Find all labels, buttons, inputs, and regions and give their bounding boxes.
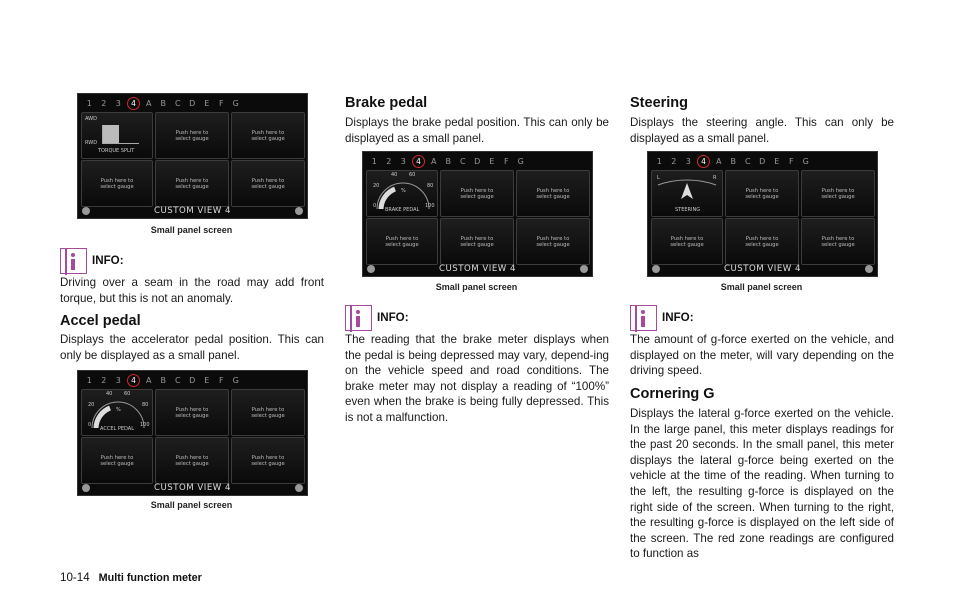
select-panel: Push here to select gauge <box>801 170 875 217</box>
tab-e: E <box>774 156 780 166</box>
tab-d: D <box>189 98 196 108</box>
screen-footer <box>78 205 307 218</box>
screen-tabs <box>367 154 528 168</box>
tick-60: 60 <box>409 172 416 178</box>
tick-20: 20 <box>373 183 380 189</box>
tab-b: B <box>730 156 736 166</box>
screen-footer <box>363 263 592 276</box>
select-panel: Push here to select gauge <box>516 218 590 265</box>
info-block <box>345 305 609 331</box>
select-panel: Push here to select gauge <box>440 218 514 265</box>
screen-footer-title: CUSTOM VIEW 4 <box>154 206 231 216</box>
screen-footer <box>648 263 877 276</box>
tab-4: 4 <box>127 374 140 387</box>
tab-a: A <box>146 98 152 108</box>
tab-g: G <box>232 375 239 385</box>
info-icon <box>345 305 372 331</box>
select-panel: Push here to select gauge <box>651 218 723 265</box>
section-heading-accel-pedal: Accel pedal <box>60 313 141 329</box>
info-block <box>630 305 894 331</box>
tab-a: A <box>716 156 722 166</box>
tab-2: 2 <box>101 375 107 385</box>
section-title: Multi function meter <box>98 572 202 584</box>
tab-g: G <box>802 156 809 166</box>
info-text: The reading that the brake meter displays when the pedal is being depressed may vary, depend-ing on the vehicle speed and road conditions. The brake meter may not display a reading of “100%” even when the brake is being fully depressed. This is not a malfunction. <box>345 333 609 424</box>
awd-label: AWD <box>85 116 97 122</box>
tab-g: G <box>517 156 524 166</box>
section-heading-brake-pedal: Brake pedal <box>345 95 428 111</box>
screen-footer-title: CUSTOM VIEW 4 <box>439 264 516 274</box>
tab-1: 1 <box>86 375 92 385</box>
torque-split-screen-image <box>77 93 308 219</box>
tab-a: A <box>431 156 437 166</box>
select-panel: Push here to select gauge <box>440 170 514 217</box>
tab-4: 4 <box>412 155 425 168</box>
tab-3: 3 <box>115 375 121 385</box>
figure-caption: Small panel screen <box>150 225 233 235</box>
right-arrow-icon <box>295 484 303 492</box>
tab-f: F <box>788 156 794 166</box>
tab-g: G <box>232 98 239 108</box>
right-mark: R <box>713 175 717 181</box>
section-heading-cornering-g: Cornering G <box>630 386 715 402</box>
screen-tabs <box>82 373 243 387</box>
select-panel: Push here to select gauge <box>155 112 229 159</box>
select-panel: Push here to select gauge <box>155 437 229 484</box>
accel-pedal-description: Displays the accelerator pedal position. This can only be displayed as a small panel. <box>60 333 324 362</box>
tab-4: 4 <box>697 155 710 168</box>
tab-3: 3 <box>400 156 406 166</box>
tab-3: 3 <box>685 156 691 166</box>
screen-tabs <box>652 154 813 168</box>
right-arrow-icon <box>865 265 873 273</box>
tab-c: C <box>174 375 181 385</box>
page-number: 10-14 <box>60 571 90 584</box>
figure-caption: Small panel screen <box>720 282 803 292</box>
page-footer <box>60 571 202 584</box>
tab-1: 1 <box>656 156 662 166</box>
select-panel: Push here to select gauge <box>231 437 305 484</box>
percent-label: % <box>116 407 121 413</box>
tab-1: 1 <box>86 98 92 108</box>
tab-d: D <box>474 156 481 166</box>
tick-40: 40 <box>106 391 113 397</box>
select-panel: Push here to select gauge <box>231 112 305 159</box>
steering-gauge-panel <box>651 170 723 217</box>
torque-split-panel <box>81 112 153 159</box>
accel-pedal-gauge-panel <box>81 389 153 436</box>
select-panel: Push here to select gauge <box>231 160 305 207</box>
tab-f: F <box>503 156 509 166</box>
info-label: INFO: <box>662 311 694 324</box>
info-icon <box>60 248 87 274</box>
tab-3: 3 <box>115 98 121 108</box>
select-panel: Push here to select gauge <box>366 218 438 265</box>
tab-b: B <box>160 375 166 385</box>
tick-100: 100 <box>425 203 435 209</box>
tab-4: 4 <box>127 97 140 110</box>
brake-pedal-description: Displays the brake pedal position. This can only be displayed as a small panel. <box>345 116 609 145</box>
tab-b: B <box>160 98 166 108</box>
info-text: Driving over a seam in the road may add front torque, but this is not an anomaly. <box>60 276 324 305</box>
select-panel: Push here to select gauge <box>81 160 153 207</box>
screen-footer-title: CUSTOM VIEW 4 <box>154 483 231 493</box>
torque-bar-graphic <box>102 125 139 144</box>
torque-split-label: TORQUE SPLIT <box>98 148 135 154</box>
select-panel: Push here to select gauge <box>516 170 590 217</box>
tab-2: 2 <box>386 156 392 166</box>
tab-c: C <box>174 98 181 108</box>
left-mark: L <box>657 175 660 181</box>
tab-b: B <box>445 156 451 166</box>
info-label: INFO: <box>377 311 409 324</box>
tab-2: 2 <box>671 156 677 166</box>
select-panel: Push here to select gauge <box>155 389 229 436</box>
tab-e: E <box>204 375 210 385</box>
accel-pedal-screen-image <box>77 370 308 496</box>
screen-footer <box>78 482 307 495</box>
right-arrow-icon <box>295 207 303 215</box>
tab-1: 1 <box>371 156 377 166</box>
screen-footer-title: CUSTOM VIEW 4 <box>724 264 801 274</box>
tick-80: 80 <box>427 183 434 189</box>
steering-description: Displays the steering angle. This can only be displayed as a small panel. <box>630 116 894 145</box>
section-heading-steering: Steering <box>630 95 689 111</box>
tick-20: 20 <box>88 402 95 408</box>
figure-caption: Small panel screen <box>150 500 233 510</box>
rwd-label: RWD <box>85 140 98 146</box>
right-arrow-icon <box>580 265 588 273</box>
accel-pedal-label: ACCEL PEDAL <box>100 426 134 432</box>
info-text: The amount of g-force exerted on the vehicle, and displayed on the meter, will vary depending on the driving speed. <box>630 333 894 378</box>
steering-screen-image <box>647 151 878 277</box>
tick-0: 0 <box>373 203 377 209</box>
steering-label: STEERING <box>675 207 701 213</box>
tick-40: 40 <box>391 172 398 178</box>
select-panel: Push here to select gauge <box>725 218 799 265</box>
tick-60: 60 <box>124 391 131 397</box>
select-panel: Push here to select gauge <box>81 437 153 484</box>
tab-d: D <box>189 375 196 385</box>
tab-f: F <box>218 98 224 108</box>
info-block <box>60 248 324 274</box>
tab-a: A <box>146 375 152 385</box>
brake-pedal-gauge-panel <box>366 170 438 217</box>
tab-d: D <box>759 156 766 166</box>
select-panel: Push here to select gauge <box>155 160 229 207</box>
select-panel: Push here to select gauge <box>801 218 875 265</box>
select-panel: Push here to select gauge <box>725 170 799 217</box>
figure-caption: Small panel screen <box>435 282 518 292</box>
select-panel: Push here to select gauge <box>231 389 305 436</box>
tab-c: C <box>459 156 466 166</box>
tab-f: F <box>218 375 224 385</box>
tab-e: E <box>204 98 210 108</box>
tab-c: C <box>744 156 751 166</box>
tick-0: 0 <box>88 422 92 428</box>
tab-2: 2 <box>101 98 107 108</box>
cornering-g-description: Displays the lateral g-force exerted on the vehicle. In the large panel, this meter displays readings for the past 20 seconds. In the small panel, this meter displays the lateral g-force being exerted on the vehicle at the time of the reading. When turning to the left, the resulting g-force is displayed on the right side of the screen. When turning to the right, the resulting g-force is displayed on the left side of the screen. The red zone readings are configured to function as <box>630 407 894 561</box>
tick-100: 100 <box>140 422 150 428</box>
info-icon <box>630 305 657 331</box>
screen-tabs <box>82 96 243 110</box>
brake-pedal-label: BRAKE PEDAL <box>385 207 420 213</box>
tab-e: E <box>489 156 495 166</box>
info-label: INFO: <box>92 254 124 267</box>
percent-label: % <box>401 188 406 194</box>
brake-pedal-screen-image <box>362 151 593 277</box>
tick-80: 80 <box>142 402 149 408</box>
